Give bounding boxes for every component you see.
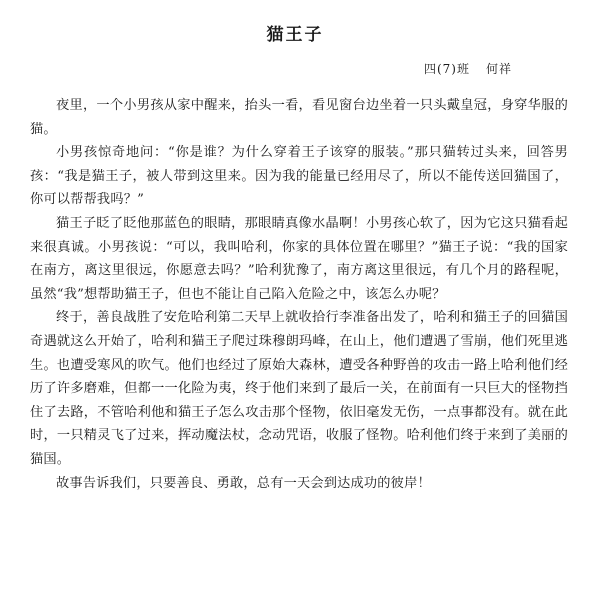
paragraph: 故事告诉我们，只要善良、勇敢，总有一天会到达成功的彼岸！ — [56, 475, 431, 491]
paragraph: 终于，善良战胜了安危哈利第二天早上就收拾行李准备出发了，哈利和猫王子的回猫国奇遇就这么开始了，哈利和猫王子爬过珠穆朗玛峰，在山上，他们遭遇了雪崩，他们死里逃生。也遭受寒风的吹气。他们也经过了原始大森林，遭受各种野兽的攻击一路上哈利他们经历了许多磨难，但都一一化险为夷，终于他们来到了最后一关，在前面有一只巨大的怪物挡住了去路，不管哈利他和猫王子怎么攻击那个怪物，依旧毫发无伤，一点事都没有。就在此时，一只精灵飞了过来，挥动魔法杖，念动咒语，收服了怪物。哈利他们终于来到了美丽的猫国。 — [30, 310, 568, 467]
paragraph: 猫王子眨了眨他那蓝色的眼睛，那眼睛真像水晶啊！小男孩心软了，因为它这只猫看起来很真诚。小男孩说：“可以，我叫哈利，你家的具体位置在哪里？”猫王子说：“我的国家在南方，离这里很远，你愿意去吗？”哈利犹豫了，南方离这里很远，有几个月的路程呢，虽然“我”想帮助猫王子，但也不能让自己陷入危险之中，该怎么办呢？ — [30, 215, 568, 302]
paragraph: 小男孩惊奇地问：“你是谁？为什么穿着王子该穿的服装。”那只猫转过头来，回答男孩：“我是猫王子，被人带到这里来。因为我的能量已经用尽了，所以不能传送回猫国了，你可以帮帮我吗？” — [30, 145, 568, 208]
class-label: 四(7)班 — [423, 62, 470, 76]
author-byline — [424, 60, 512, 77]
paragraph: 夜里，一个小男孩从家中醒来，抬头一看，看见窗台边坐着一只头戴皇冠，身穿华服的猫。 — [30, 98, 568, 137]
author-name: 何祥 — [485, 62, 512, 76]
essay-body — [30, 94, 568, 495]
page-title: 猫王子 — [266, 25, 324, 45]
